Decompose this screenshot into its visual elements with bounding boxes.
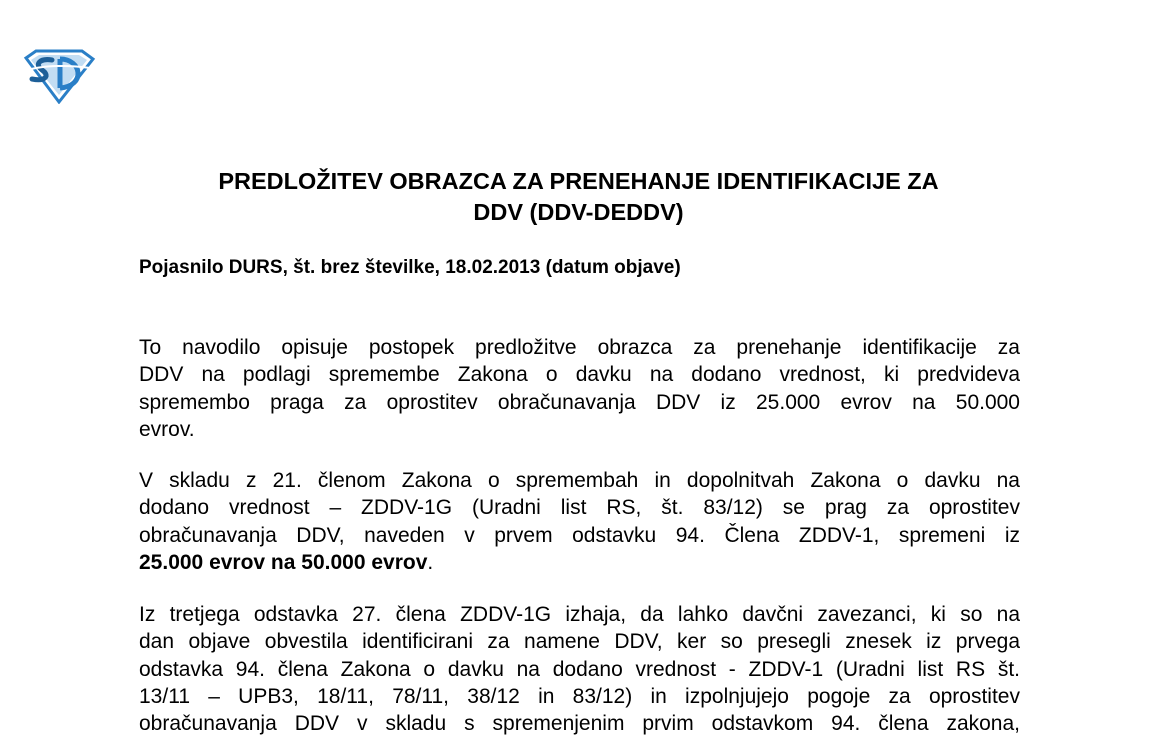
paragraph-line: spremembo praga za oprostitev obračunavanja DDV iz 25.000 evrov na 50.000 [139, 390, 1020, 414]
paragraph-line: Iz tretjega odstavka 27. člena ZDDV-1G izhaja, da lahko davčni zavezanci, ki so na [139, 603, 1020, 626]
paragraph-line: 13/11 – UPB3, 18/11, 78/11, 38/12 in 83/12) in izpolnjujejo pogoje za oprostitev [139, 684, 1020, 708]
paragraph-3 [139, 601, 1020, 737]
paragraph-line: DDV na podlagi spremembe Zakona o davku na dodano vrednost, ki predvideva [139, 363, 1020, 387]
sentence-end: . [427, 550, 434, 574]
title-line-1: PREDLOŽITEV OBRAZCA ZA PRENEHANJE IDENTIFIKACIJE ZA [218, 168, 939, 194]
paragraph-1 [139, 334, 1020, 443]
paragraph-line: V skladu z 21. členom Zakona o spremembah in dopolnitvah Zakona o davku na [139, 469, 1020, 492]
company-logo [22, 48, 96, 104]
paragraph-line: obračunavanja DDV, naveden v prvem odstavku 94. Člena ZDDV-1, spremeni iz [139, 523, 1020, 547]
document-subtitle: Pojasnilo DURS, št. brez številke, 18.02.2013 (datum objave) [139, 257, 681, 278]
bold-amount: 25.000 evrov na 50.000 evrov [139, 550, 428, 574]
paragraph-line: To navodilo opisuje postopek predložitve obrazca za prenehanje identifikacije za [139, 336, 1020, 359]
title-line-2: DDV (DDV-DEDDV) [473, 199, 684, 225]
document-title [100, 166, 1057, 228]
paragraph-line [139, 549, 1020, 576]
paragraph-line: evrov. [139, 417, 195, 441]
paragraph-2 [139, 467, 1020, 576]
paragraph-line: obračunavanja DDV v skladu s spremenjenim prvim odstavkom 94. člena zakona, [139, 712, 1020, 736]
paragraph-line: dan objave obvestila identificirani za namene DDV, ker so presegli znesek iz prvega [139, 630, 1020, 654]
paragraph-line: dodano vrednost – ZDDV-1G (Uradni list RS, št. 83/12) se prag za oprostitev [139, 496, 1020, 520]
paragraph-line: odstavka 94. člena Zakona o davku na dodano vrednost - ZDDV-1 (Uradni list RS št. [139, 657, 1020, 681]
